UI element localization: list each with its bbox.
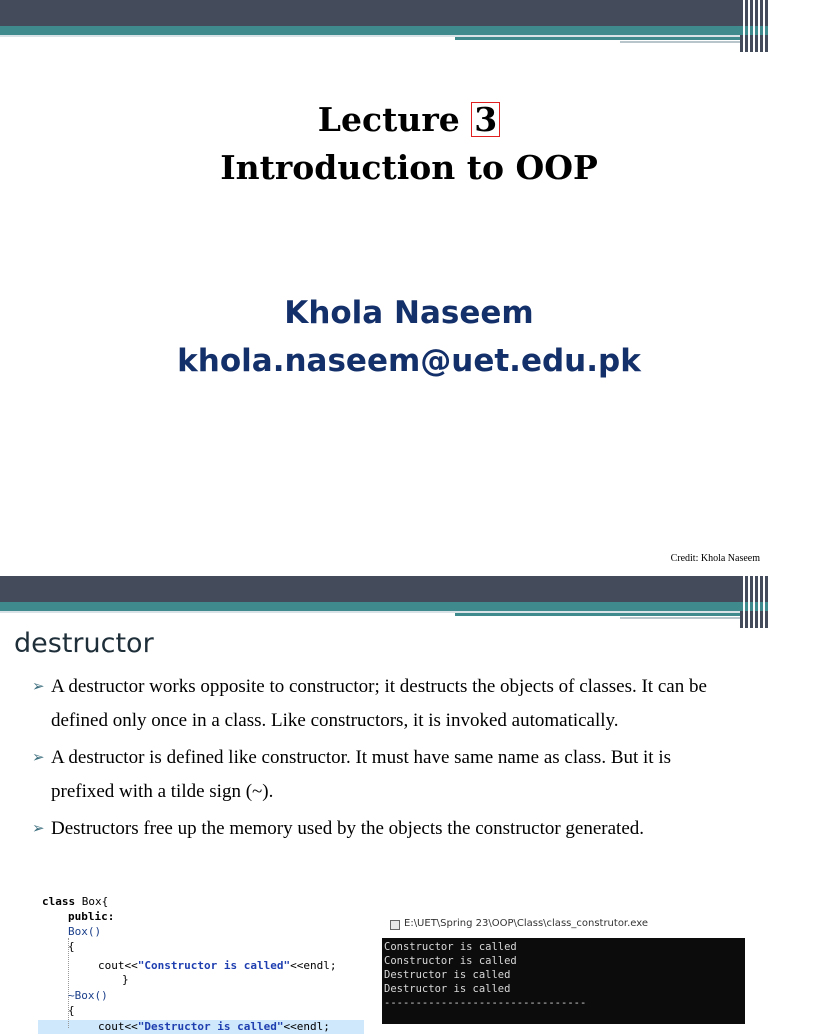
console-line: Constructor is called bbox=[384, 941, 517, 953]
console-line: Destructor is called bbox=[384, 983, 511, 995]
bullet-item bbox=[32, 812, 737, 846]
code-line: Box() bbox=[68, 925, 102, 938]
code-screenshot bbox=[38, 882, 364, 1033]
destructor-slide bbox=[0, 576, 768, 1033]
console-output bbox=[382, 938, 745, 1024]
console-line: -------------------------------- bbox=[384, 997, 587, 1009]
lecture-title-prefix: Lecture bbox=[317, 100, 460, 139]
bullet-text: Destructors free up the memory used by the objects the constructor generated. bbox=[51, 818, 645, 839]
arrow-right-icon: ➢ bbox=[32, 679, 45, 695]
lecture-number: 3 bbox=[471, 102, 500, 137]
bullet-text: A destructor is defined like constructor. It must have same name as class. But it is prefixed with a tilde sign (~). bbox=[51, 747, 672, 802]
author-email: khola.naseem@uet.edu.pk bbox=[177, 343, 641, 379]
code-line: { bbox=[68, 1004, 75, 1017]
arrow-right-icon: ➢ bbox=[32, 750, 45, 766]
console-window-icon bbox=[390, 920, 400, 930]
console-line: Destructor is called bbox=[384, 969, 511, 981]
code-line: ~Box() bbox=[68, 989, 108, 1002]
bullet-item bbox=[32, 670, 737, 738]
header-band bbox=[0, 0, 768, 52]
code-line: class Box{ bbox=[42, 895, 109, 908]
lecture-title bbox=[0, 100, 818, 139]
code-line: cout<<"Destructor is called"<<endl; bbox=[98, 1020, 330, 1033]
slide-heading: destructor bbox=[14, 628, 154, 659]
console-line: Constructor is called bbox=[384, 955, 517, 967]
bullet-item bbox=[32, 741, 737, 809]
console-window-title: E:\UET\Spring 23\OOP\Class\class_construtor.exe bbox=[404, 918, 649, 929]
code-line: cout<<"Constructor is called"<<endl; bbox=[98, 959, 337, 972]
lecture-subtitle: Introduction to OOP bbox=[220, 148, 598, 187]
code-line: } bbox=[122, 973, 129, 986]
bullet-list bbox=[32, 670, 737, 849]
arrow-right-icon: ➢ bbox=[32, 821, 45, 837]
credit-note: Credit: Khola Naseem bbox=[670, 553, 760, 564]
author-name: Khola Naseem bbox=[284, 295, 534, 331]
bullet-text: A destructor works opposite to constructor; it destructs the objects of classes. It can be defined only once in a class. Like constructors, it is invoked automatically. bbox=[51, 676, 707, 731]
code-line: { bbox=[68, 940, 75, 953]
code-line: public: bbox=[68, 910, 115, 923]
header-band bbox=[0, 576, 768, 628]
